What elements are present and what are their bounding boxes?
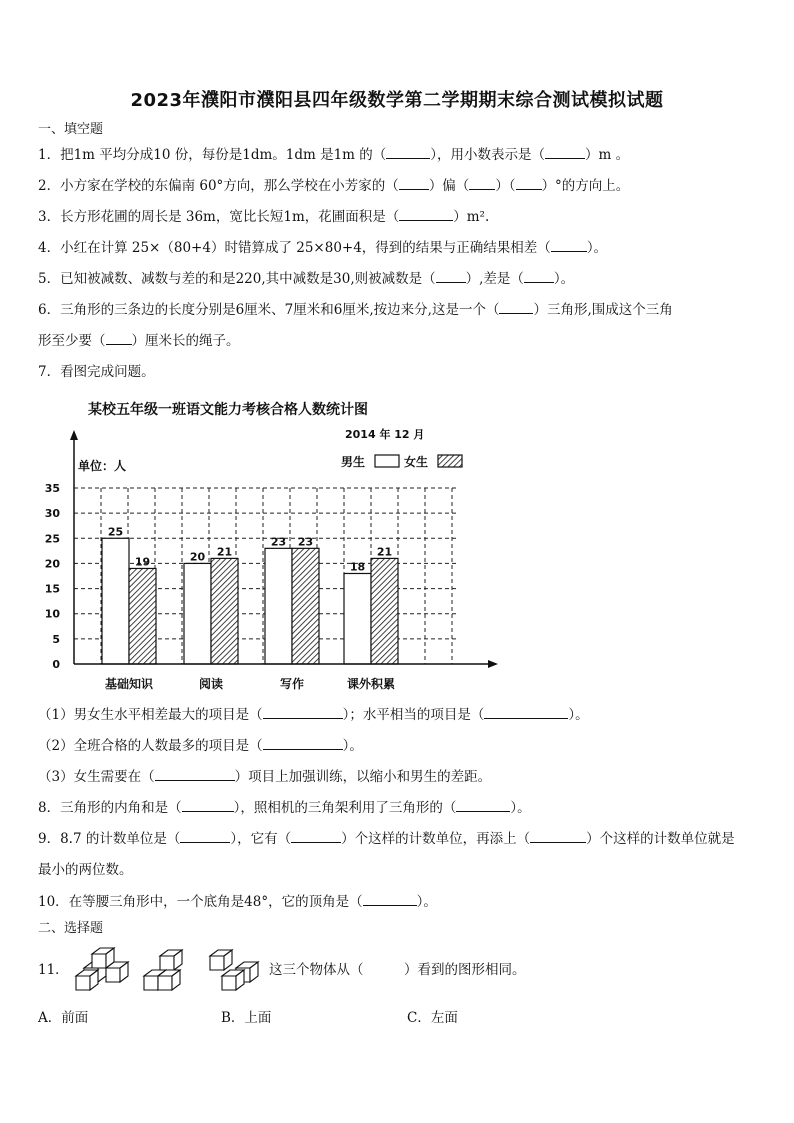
- y-tick-label: 5: [52, 632, 60, 646]
- answer-blank[interactable]: [524, 271, 554, 283]
- question-7-3: （3）女生需要在（ ）项目上加强训练，以缩小和男生的差距。: [38, 769, 492, 785]
- data-label: 23: [297, 535, 314, 549]
- question-11-text: 这三个物体从（ ）看到的图形相同。: [269, 962, 526, 978]
- bar-girls: [371, 558, 398, 664]
- data-label: 23: [270, 535, 287, 549]
- question-6-continued: 形至少要（ ）厘米长的绳子。: [38, 333, 240, 349]
- question-9-continued: 最小的两位数。: [38, 862, 133, 878]
- y-tick-label: 35: [44, 482, 60, 495]
- cube-figure-2: [140, 946, 198, 994]
- legend-boys-swatch: [375, 455, 399, 467]
- answer-blank[interactable]: [263, 738, 343, 750]
- answer-blank[interactable]: [499, 302, 533, 314]
- y-tick-label: 30: [44, 507, 60, 521]
- data-label: 25: [107, 525, 124, 539]
- answer-blank[interactable]: [551, 240, 587, 252]
- answer-blank[interactable]: [469, 178, 495, 190]
- y-tick-label: 20: [44, 557, 60, 571]
- answer-blank[interactable]: [516, 178, 542, 190]
- bar-girls: [211, 558, 238, 664]
- data-label: 21: [216, 545, 233, 559]
- question-1: 1．把1m 平均分成10 份，每份是1dm。1dm 是1m 的（ ），用小数表示是（ ）m 。: [38, 147, 630, 163]
- question-3: 3．长方形花圃的周长是 36m，宽比长短1m，花圃面积是（ ）m².: [38, 209, 490, 225]
- answer-blank[interactable]: [436, 271, 466, 283]
- option-a[interactable]: A．前面: [38, 1010, 89, 1026]
- section-choice: 二、选择题: [38, 921, 104, 936]
- x-tick-label: 写作: [279, 677, 305, 691]
- bar-boys: [102, 538, 129, 664]
- question-7-2: （2）全班合格的人数最多的项目是（ ）。: [38, 738, 363, 754]
- chart-title: 某校五年级一班语文能力考核合格人数统计图: [88, 402, 368, 418]
- legend-boys-label: 男生: [341, 455, 366, 469]
- data-label: 18: [349, 560, 366, 574]
- bar-chart: [30, 392, 510, 698]
- question-2: 2．小方家在学校的东偏南 60°方向，那么学校在小芳家的（ ）偏（ ）（ ）°的方向上。: [38, 178, 630, 194]
- question-7: 7．看图完成问题。: [38, 364, 155, 380]
- x-tick-label: 课外积累: [346, 677, 396, 691]
- y-tick-label: 25: [44, 532, 60, 546]
- answer-blank[interactable]: [399, 178, 429, 190]
- y-axis-arrow: [70, 430, 78, 440]
- data-label: 21: [376, 545, 393, 559]
- x-tick-label: 阅读: [198, 677, 224, 691]
- answer-blank[interactable]: [155, 769, 235, 781]
- section-fill-blank: 一、填空题: [38, 122, 104, 137]
- question-7-1: （1）男女生水平相差最大的项目是（ ）；水平相当的项目是（ ）。: [38, 707, 589, 723]
- y-tick-label: 15: [44, 582, 60, 596]
- cube-figure-3: [206, 946, 266, 994]
- answer-blank[interactable]: [456, 800, 510, 812]
- y-unit-label: 单位：人: [78, 459, 127, 473]
- bar-boys: [344, 573, 371, 664]
- x-axis-arrow: [488, 660, 498, 668]
- question-10: 10．在等腰三角形中，一个底角是48°，它的顶角是（ ）。: [38, 894, 437, 910]
- legend-girls-label: 女生: [404, 455, 429, 469]
- y-tick-label: 0: [52, 658, 60, 671]
- question-9: 9．8.7 的计数单位是（ ），它有（ ）个这样的计数单位，再添上（ ）个这样的计数单位就是: [38, 831, 735, 847]
- bar-boys: [184, 563, 211, 664]
- question-11-number: 11．: [38, 962, 69, 978]
- bar-boys: [265, 548, 292, 664]
- question-6: 6．三角形的三条边的长度分别是6厘米、7厘米和6厘米,按边来分,这是一个（ ）三角形,围成这个三角: [38, 302, 673, 318]
- page-title: 2023年濮阳市濮阳县四年级数学第二学期期末综合测试模拟试题: [130, 90, 664, 111]
- question-8: 8．三角形的内角和是（ ），照相机的三角架利用了三角形的（ ）。: [38, 800, 531, 816]
- answer-blank[interactable]: [263, 707, 343, 719]
- cube-figure-1: [70, 946, 132, 994]
- data-label: 20: [189, 550, 206, 564]
- x-tick-label: 基础知识: [104, 677, 154, 691]
- chart-subtitle: 2014 年 12 月: [345, 428, 425, 441]
- answer-blank[interactable]: [386, 147, 430, 159]
- answer-blank[interactable]: [363, 894, 417, 906]
- answer-blank[interactable]: [530, 831, 586, 843]
- y-tick-label: 10: [44, 607, 60, 621]
- answer-blank[interactable]: [182, 800, 234, 812]
- answer-blank[interactable]: [399, 209, 453, 221]
- option-c[interactable]: C．左面: [407, 1010, 458, 1026]
- option-b[interactable]: B．上面: [221, 1010, 272, 1026]
- question-4: 4．小红在计算 25×（80+4）时错算成了 25×80+4，得到的结果与正确结果相差（ ）。: [38, 240, 608, 256]
- question-5: 5．已知被减数、减数与差的和是220,其中减数是30,则被减数是（ ）,差是（ ）。: [38, 271, 575, 287]
- bar-girls: [292, 548, 319, 664]
- answer-blank[interactable]: [180, 831, 230, 843]
- data-label: 19: [134, 555, 151, 569]
- answer-blank[interactable]: [484, 707, 568, 719]
- answer-blank[interactable]: [106, 333, 132, 345]
- bar-girls: [129, 568, 156, 664]
- answer-blank[interactable]: [545, 147, 585, 159]
- answer-blank[interactable]: [291, 831, 341, 843]
- legend-girls-swatch: [438, 455, 462, 467]
